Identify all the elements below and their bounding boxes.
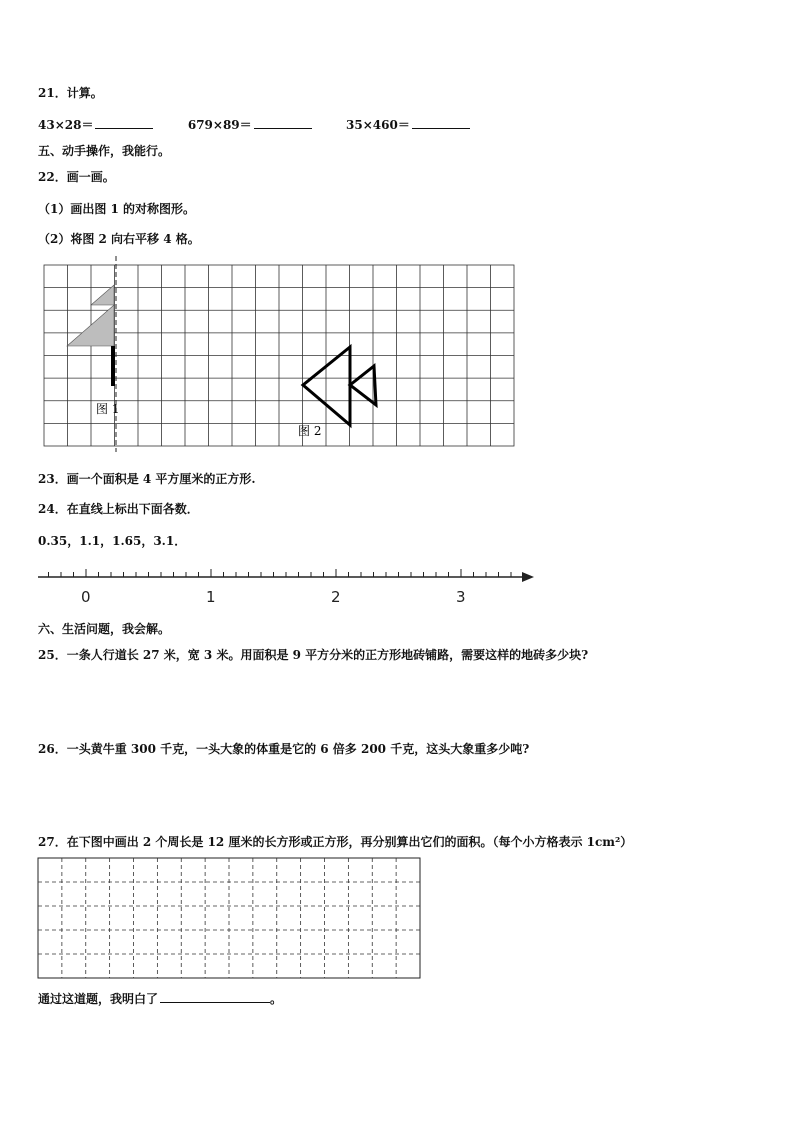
q25-text: 25．一条人行道长 27 米，宽 3 米。用面积是 9 平方分米的正方形地砖铺路，需要这样的地砖多少块? [38,648,589,662]
q26-text: 26．一头黄牛重 300 千克，一头大象的体重是它的 6 倍多 200 千克，这头大象重多少吨? [38,742,530,756]
q22-title: 22．画一画。 [38,170,115,184]
q23-text: 23．画一个面积是 4 平方厘米的正方形. [38,472,256,486]
q27-conclusion [38,990,282,1007]
q22-sub2: （2）将图 2 向右平移 4 格。 [38,232,200,246]
q21-item-1: 43×28＝ [38,118,94,132]
tick-label-2: 2 [331,588,341,606]
q21-item-2: 679×89＝ [187,118,252,132]
q21-item-3: 35×460＝ [346,118,410,132]
q24-numbers: 0.35，1.1，1.65，3.1． [38,534,187,548]
q21-title: 21．计算。 [38,86,103,100]
fig1-label: 图 1 [96,402,120,416]
tick-label-0: 0 [81,588,91,606]
q27-title: 27．在下图中画出 2 个周长是 12 厘米的长方形或正方形，再分别算出它们的面积。（每个小方格表示 1cm²） [38,835,633,849]
section-5-heading: 五、动手操作，我能行。 [38,144,171,158]
section-6-heading: 六、生活问题，我会解。 [38,622,171,636]
q27-conclusion-suffix: 。 [270,992,283,1006]
fig2-label: 图 2 [298,424,322,438]
tick-label-3: 3 [456,588,466,606]
q27-conclusion-blank[interactable] [160,990,270,1003]
q22-sub1: （1）画出图 1 的对称图形。 [38,202,196,216]
q27-conclusion-prefix: 通过这道题，我明白了 [38,992,159,1006]
q24-title: 24．在直线上标出下面各数． [38,502,199,516]
tick-label-1: 1 [206,588,216,606]
